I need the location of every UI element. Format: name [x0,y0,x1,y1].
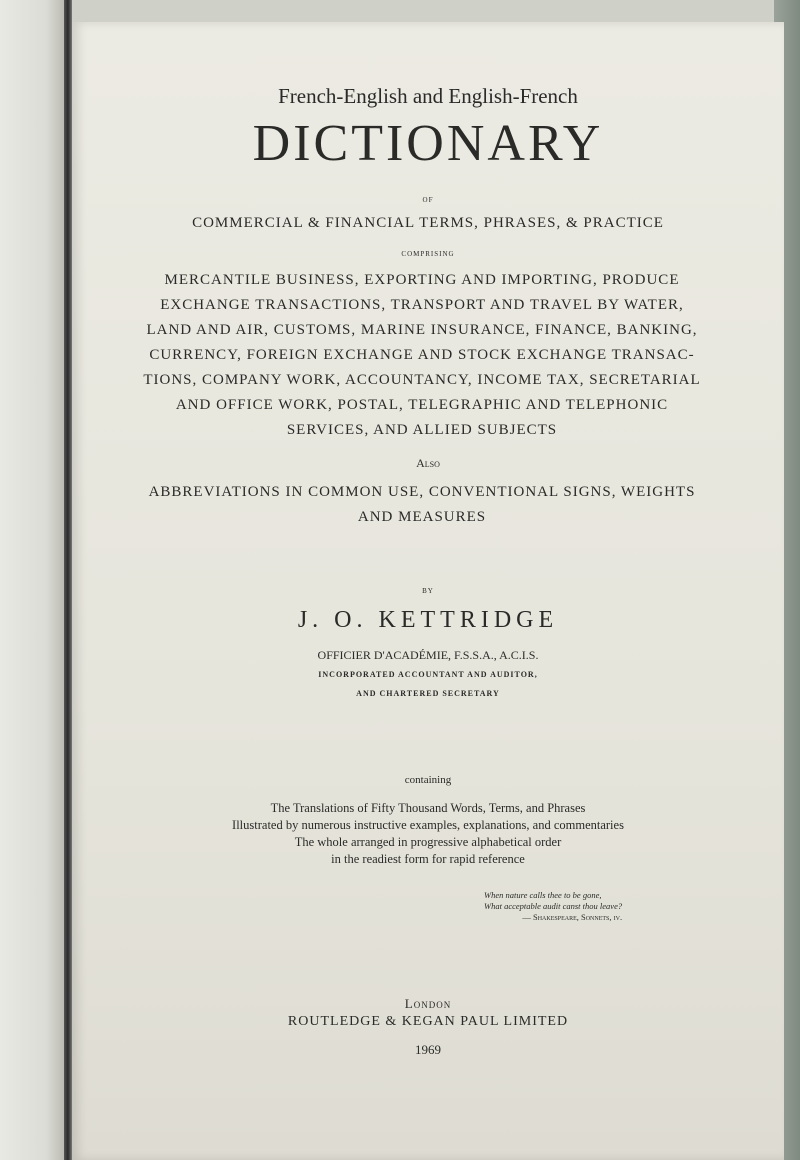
epigraph [484,890,622,923]
publisher: ROUTLEDGE & KEGAN PAUL LIMITED [287,1014,569,1029]
title: DICTIONARY [252,115,604,172]
note-line: in the readiest form for rapid reference [331,852,525,866]
qualifications-line-2: INCORPORATED ACCOUNTANT AND AUDITOR, [318,670,538,679]
subject-line: MERCANTILE BUSINESS, EXPORTING AND IMPORTING, PRODUCE [164,272,680,288]
note-line: The whole arranged in progressive alphabetical order [294,835,562,849]
note-line: The Translations of Fifty Thousand Words, Terms, and Phrases [270,801,586,815]
subject-line: EXCHANGE TRANSACTIONS, TRANSPORT AND TRAVEL BY WATER, [160,297,684,313]
qualifications: OFFICIER D'ACADÉMIE, F.S.S.A., A.C.I.S. [317,648,539,662]
quote-line: When nature calls thee to be gone, [484,890,602,900]
comprising-label: comprising [401,248,455,259]
containing-label: containing [404,774,452,786]
also-label: Also [416,456,440,470]
title-page [72,22,784,1160]
book-spine [64,0,72,1160]
of-label: of [422,194,434,205]
subject-line: CURRENCY, FOREIGN EXCHANGE AND STOCK EXCHANGE TRANSAC- [149,347,695,363]
subject-line: TIONS, COMPANY WORK, ACCOUNTANCY, INCOME TAX, SECRETARIAL [143,372,701,388]
left-page [0,0,66,1160]
subject-line: LAND AND AIR, CUSTOMS, MARINE INSURANCE, FINANCE, BANKING, [146,322,698,338]
by-label: by [422,585,434,596]
subtitle: French-English and English-French [278,84,578,108]
place: London [404,996,452,1011]
subject-line: SERVICES, AND ALLIED SUBJECTS [286,422,558,438]
topic: COMMERCIAL & FINANCIAL TERMS, PHRASES, & PRACTICE [192,215,664,231]
quote-line: What acceptable audit canst thou leave? [484,901,623,911]
contents-note [72,800,784,868]
also-line: AND MEASURES [357,509,487,525]
note-line: Illustrated by numerous instructive examples, explanations, and commentaries [232,818,624,832]
author: J. O. KETTRIDGE [297,607,559,633]
subject-line: AND OFFICE WORK, POSTAL, TELEGRAPHIC AND TELEPHONIC [175,397,669,413]
also-list [112,480,732,530]
year: 1969 [415,1042,441,1057]
also-line: ABBREVIATIONS IN COMMON USE, CONVENTIONAL SIGNS, WEIGHTS [148,484,696,500]
quote-attribution: — Shakespeare, Sonnets, iv. [522,912,623,922]
subjects-list [112,268,732,443]
qualifications-line-3: AND CHARTERED SECRETARY [356,689,500,698]
